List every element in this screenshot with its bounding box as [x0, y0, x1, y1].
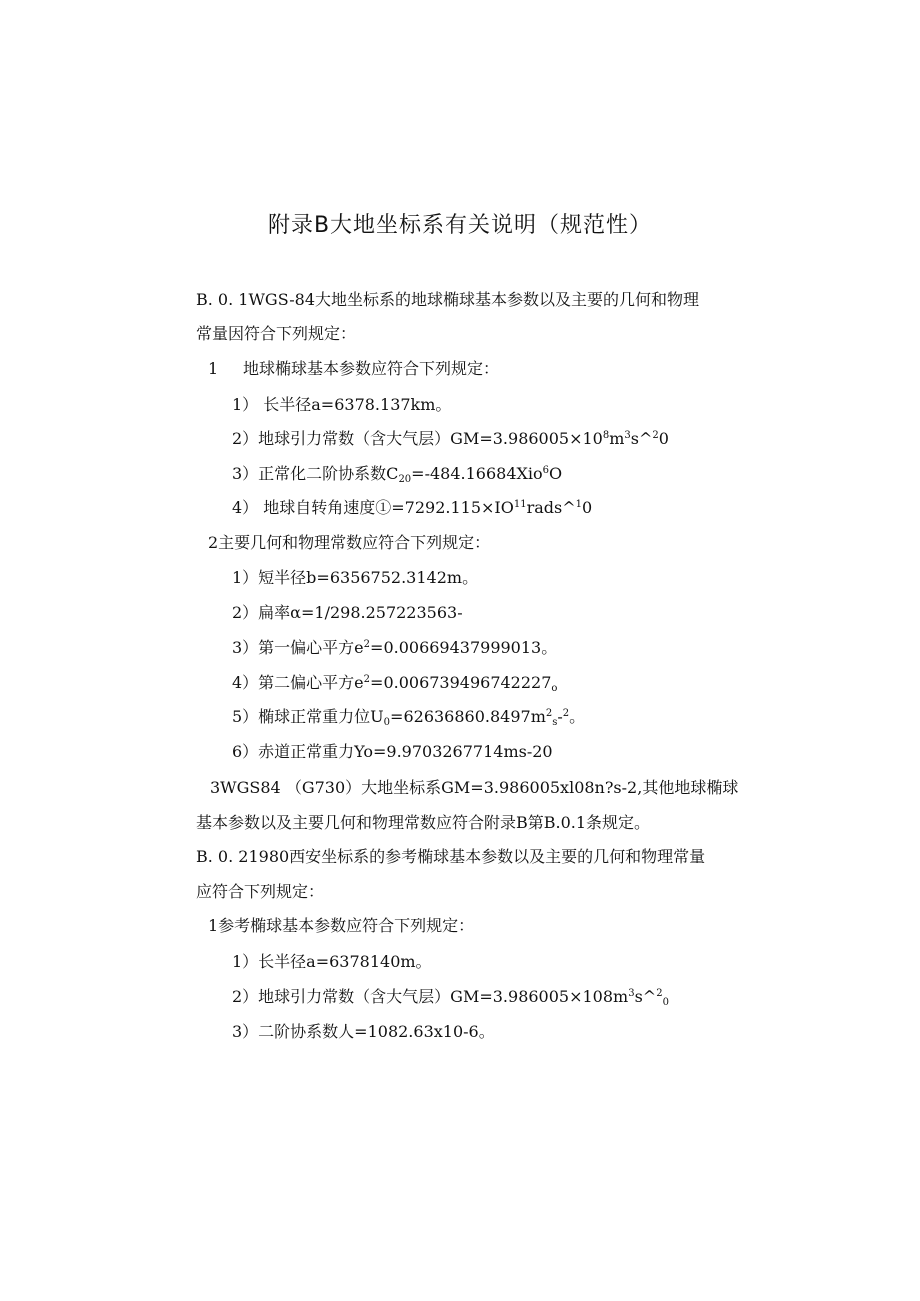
b01-item1-sub2: 2）地球引力常数（含大气层）$GM=3.986005\times 10^8m^3s\^{}^20$	[232, 429, 669, 448]
section-b02-heading-cont: 应符合下列规定：	[196, 882, 325, 901]
b01-item1-sub3: 3）正常化二阶协系数$C_{20}=-484.16684Xio^6O$	[232, 464, 563, 485]
b01-item3-line2: 基本参数以及主要几何和物理常数应符合附录B第B.0.1条规定。	[196, 813, 651, 832]
b01-item2-text: 2主要几何和物理常数应符合下列规定：	[208, 533, 491, 552]
section-b01-heading: B. 0. 1WGS-84大地坐标系的地球椭球基本参数以及主要的几何和物理	[196, 290, 700, 309]
b01-item2-sub3: 3）第一偏心平方$e^2=0.00669437999013$。	[232, 638, 558, 657]
b01-item1-text: 地球椭球基本参数应符合下列规定：	[243, 359, 500, 378]
page-title: 附录B大地坐标系有关说明（规范性）	[267, 213, 653, 238]
b01-item2-sub2: 2）扁率α=1/298.257223563-	[232, 603, 463, 622]
section-b02-heading: B. 0. 21980西安坐标系的参考椭球基本参数以及主要的几何和物理常量	[196, 847, 706, 866]
b01-item1-number: 1	[208, 359, 219, 378]
b01-item1-sub4: 4） 地球自转角速度$①=7292.115\times IO^{11}rads\^{}^10$	[232, 498, 593, 517]
b01-item3-line1: 3WGS84 （G730）大地坐标系GM=3.986005xl08n?s-2,其他地球椭球	[210, 778, 739, 797]
b02-item1-sub1: 1）长半径a=6378140m。	[232, 952, 432, 971]
b01-item2-sub4: 4）第二偏心平方$e^2=0.006739496742227_o$	[232, 673, 558, 694]
b01-item2-sub1: 1）短半径b=6356752.3142m。	[232, 568, 479, 587]
b02-item1-sub2: 2）地球引力常数（含大气层）$GM=3.986005\times 108m^3s\^{}^2_0$	[232, 987, 669, 1008]
b02-item1-text: 1参考椭球基本参数应符合下列规定：	[208, 916, 475, 935]
b01-item1-sub1: 1） 长半径a=6378.137km。	[232, 395, 452, 414]
b01-item2-sub6: 6）赤道正常重力Yo=9.9703267714ms-20	[232, 742, 553, 761]
b02-item1-sub3: 3）二阶协系数人=1082.63x10-6。	[232, 1022, 495, 1041]
section-b01-heading-cont: 常量因符合下列规定：	[196, 324, 357, 343]
b01-item2-sub5: 5）椭球正常重力位$U_0=62636860.8497m^2_s-^2$。	[232, 707, 586, 728]
